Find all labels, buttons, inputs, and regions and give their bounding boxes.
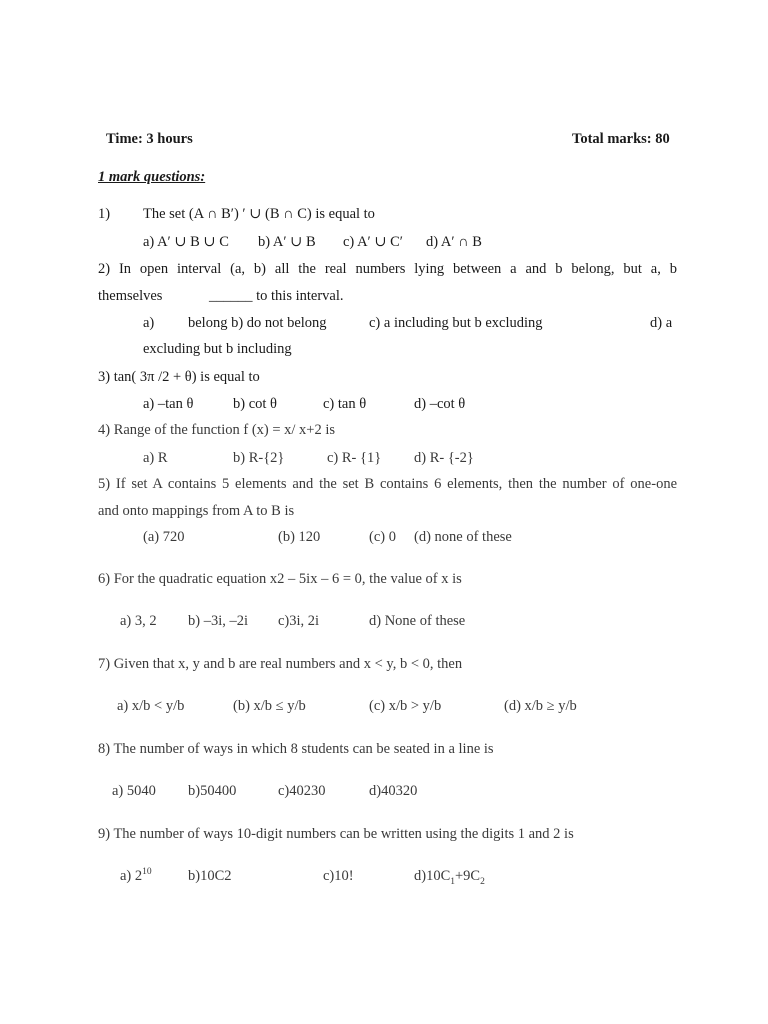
- q4-option-b: b) R-{2}: [233, 450, 285, 466]
- q5-option-d: (d) none of these: [414, 529, 512, 545]
- q7-option-c: (c) x/b > y/b: [369, 698, 442, 714]
- q5-text-line1: 5) If set A contains 5 elements and the set B contains 6 elements, then the number of one-one: [98, 476, 677, 492]
- section-heading: 1 mark questions:: [98, 169, 206, 185]
- q2-option-c: c) a including but b excluding: [369, 315, 543, 331]
- q8-option-b: b)50400: [188, 783, 237, 799]
- q9-option-a-base: a) 2: [120, 868, 143, 884]
- q9-option-c: c)10!: [323, 868, 354, 884]
- q2-text-line1: 2) In open interval (a, b) all the real numbers lying between a and b belong, but a, b: [98, 261, 677, 277]
- q8-option-a: a) 5040: [112, 783, 156, 799]
- q5-text-line2: and onto mappings from A to B is: [98, 503, 295, 519]
- q2-text-line2a: themselves: [98, 288, 163, 304]
- q6-text: 6) For the quadratic equation x2 – 5ix – 6 = 0, the value of x is: [98, 571, 462, 587]
- q6-option-d: d) None of these: [369, 613, 466, 629]
- q4-option-d: d) R- {-2}: [414, 450, 474, 466]
- q6-option-b: b) –3i, –2i: [188, 613, 249, 629]
- q9-option-a-exponent: 10: [142, 867, 152, 878]
- q1-option-d: d) A′ ∩ B: [426, 234, 482, 250]
- q8-option-c: c)40230: [278, 783, 326, 799]
- q3-option-a: a) –tan θ: [143, 396, 194, 412]
- q2-option-a-text: belong b) do not belong: [188, 315, 327, 331]
- q6-option-c: c)3i, 2i: [278, 613, 320, 629]
- q9-option-d-part2: +9C: [455, 868, 481, 884]
- q4-option-a: a) R: [143, 450, 168, 466]
- q8-option-d: d)40320: [369, 783, 418, 799]
- q1-text: The set (A ∩ B′) ′ ∪ (B ∩ C) is equal to: [143, 206, 375, 222]
- q2-option-a-label: a): [143, 315, 155, 331]
- q1-number: 1): [98, 206, 111, 222]
- q9-option-d-part1: d)10C: [414, 868, 451, 884]
- q5-option-a: (a) 720: [143, 529, 185, 545]
- q5-option-c: (c) 0: [369, 529, 396, 545]
- total-marks-label: Total marks: 80: [572, 131, 670, 147]
- q7-text: 7) Given that x, y and b are real numbers and x < y, b < 0, then: [98, 656, 463, 672]
- q6-option-a: a) 3, 2: [120, 613, 157, 629]
- q7-option-b: (b) x/b ≤ y/b: [233, 698, 306, 714]
- q7-option-d: (d) x/b ≥ y/b: [504, 698, 577, 714]
- q1-option-a: a) A′ ∪ B ∪ C: [143, 234, 229, 250]
- q2-option-d-continued: excluding but b including: [143, 341, 292, 357]
- q9-option-b: b)10C2: [188, 868, 232, 884]
- q9-text: 9) The number of ways 10-digit numbers can be written using the digits 1 and 2 is: [98, 826, 574, 842]
- q4-option-c: c) R- {1}: [327, 450, 382, 466]
- q9-option-a: [120, 867, 152, 885]
- q3-option-d: d) –cot θ: [414, 396, 466, 412]
- q3-text: 3) tan( 3π /2 + θ) is equal to: [98, 369, 260, 385]
- q9-option-d-sub2: 2: [480, 876, 485, 887]
- time-label: Time: 3 hours: [106, 131, 193, 147]
- q9-option-d-sub1: 1: [450, 876, 455, 887]
- q2-text-line2b: ______ to this interval.: [209, 288, 344, 304]
- q9-option-d: [414, 867, 485, 885]
- q4-text: 4) Range of the function f (x) = x/ x+2 is: [98, 422, 336, 438]
- q1-option-c: c) A′ ∪ C′: [343, 234, 403, 250]
- q3-option-b: b) cot θ: [233, 396, 277, 412]
- q7-option-a: a) x/b < y/b: [117, 698, 185, 714]
- q8-text: 8) The number of ways in which 8 students can be seated in a line is: [98, 741, 494, 757]
- q2-option-d: d) a: [650, 315, 673, 331]
- q1-option-b: b) A′ ∪ B: [258, 234, 316, 250]
- q5-option-b: (b) 120: [278, 529, 321, 545]
- q3-option-c: c) tan θ: [323, 396, 367, 412]
